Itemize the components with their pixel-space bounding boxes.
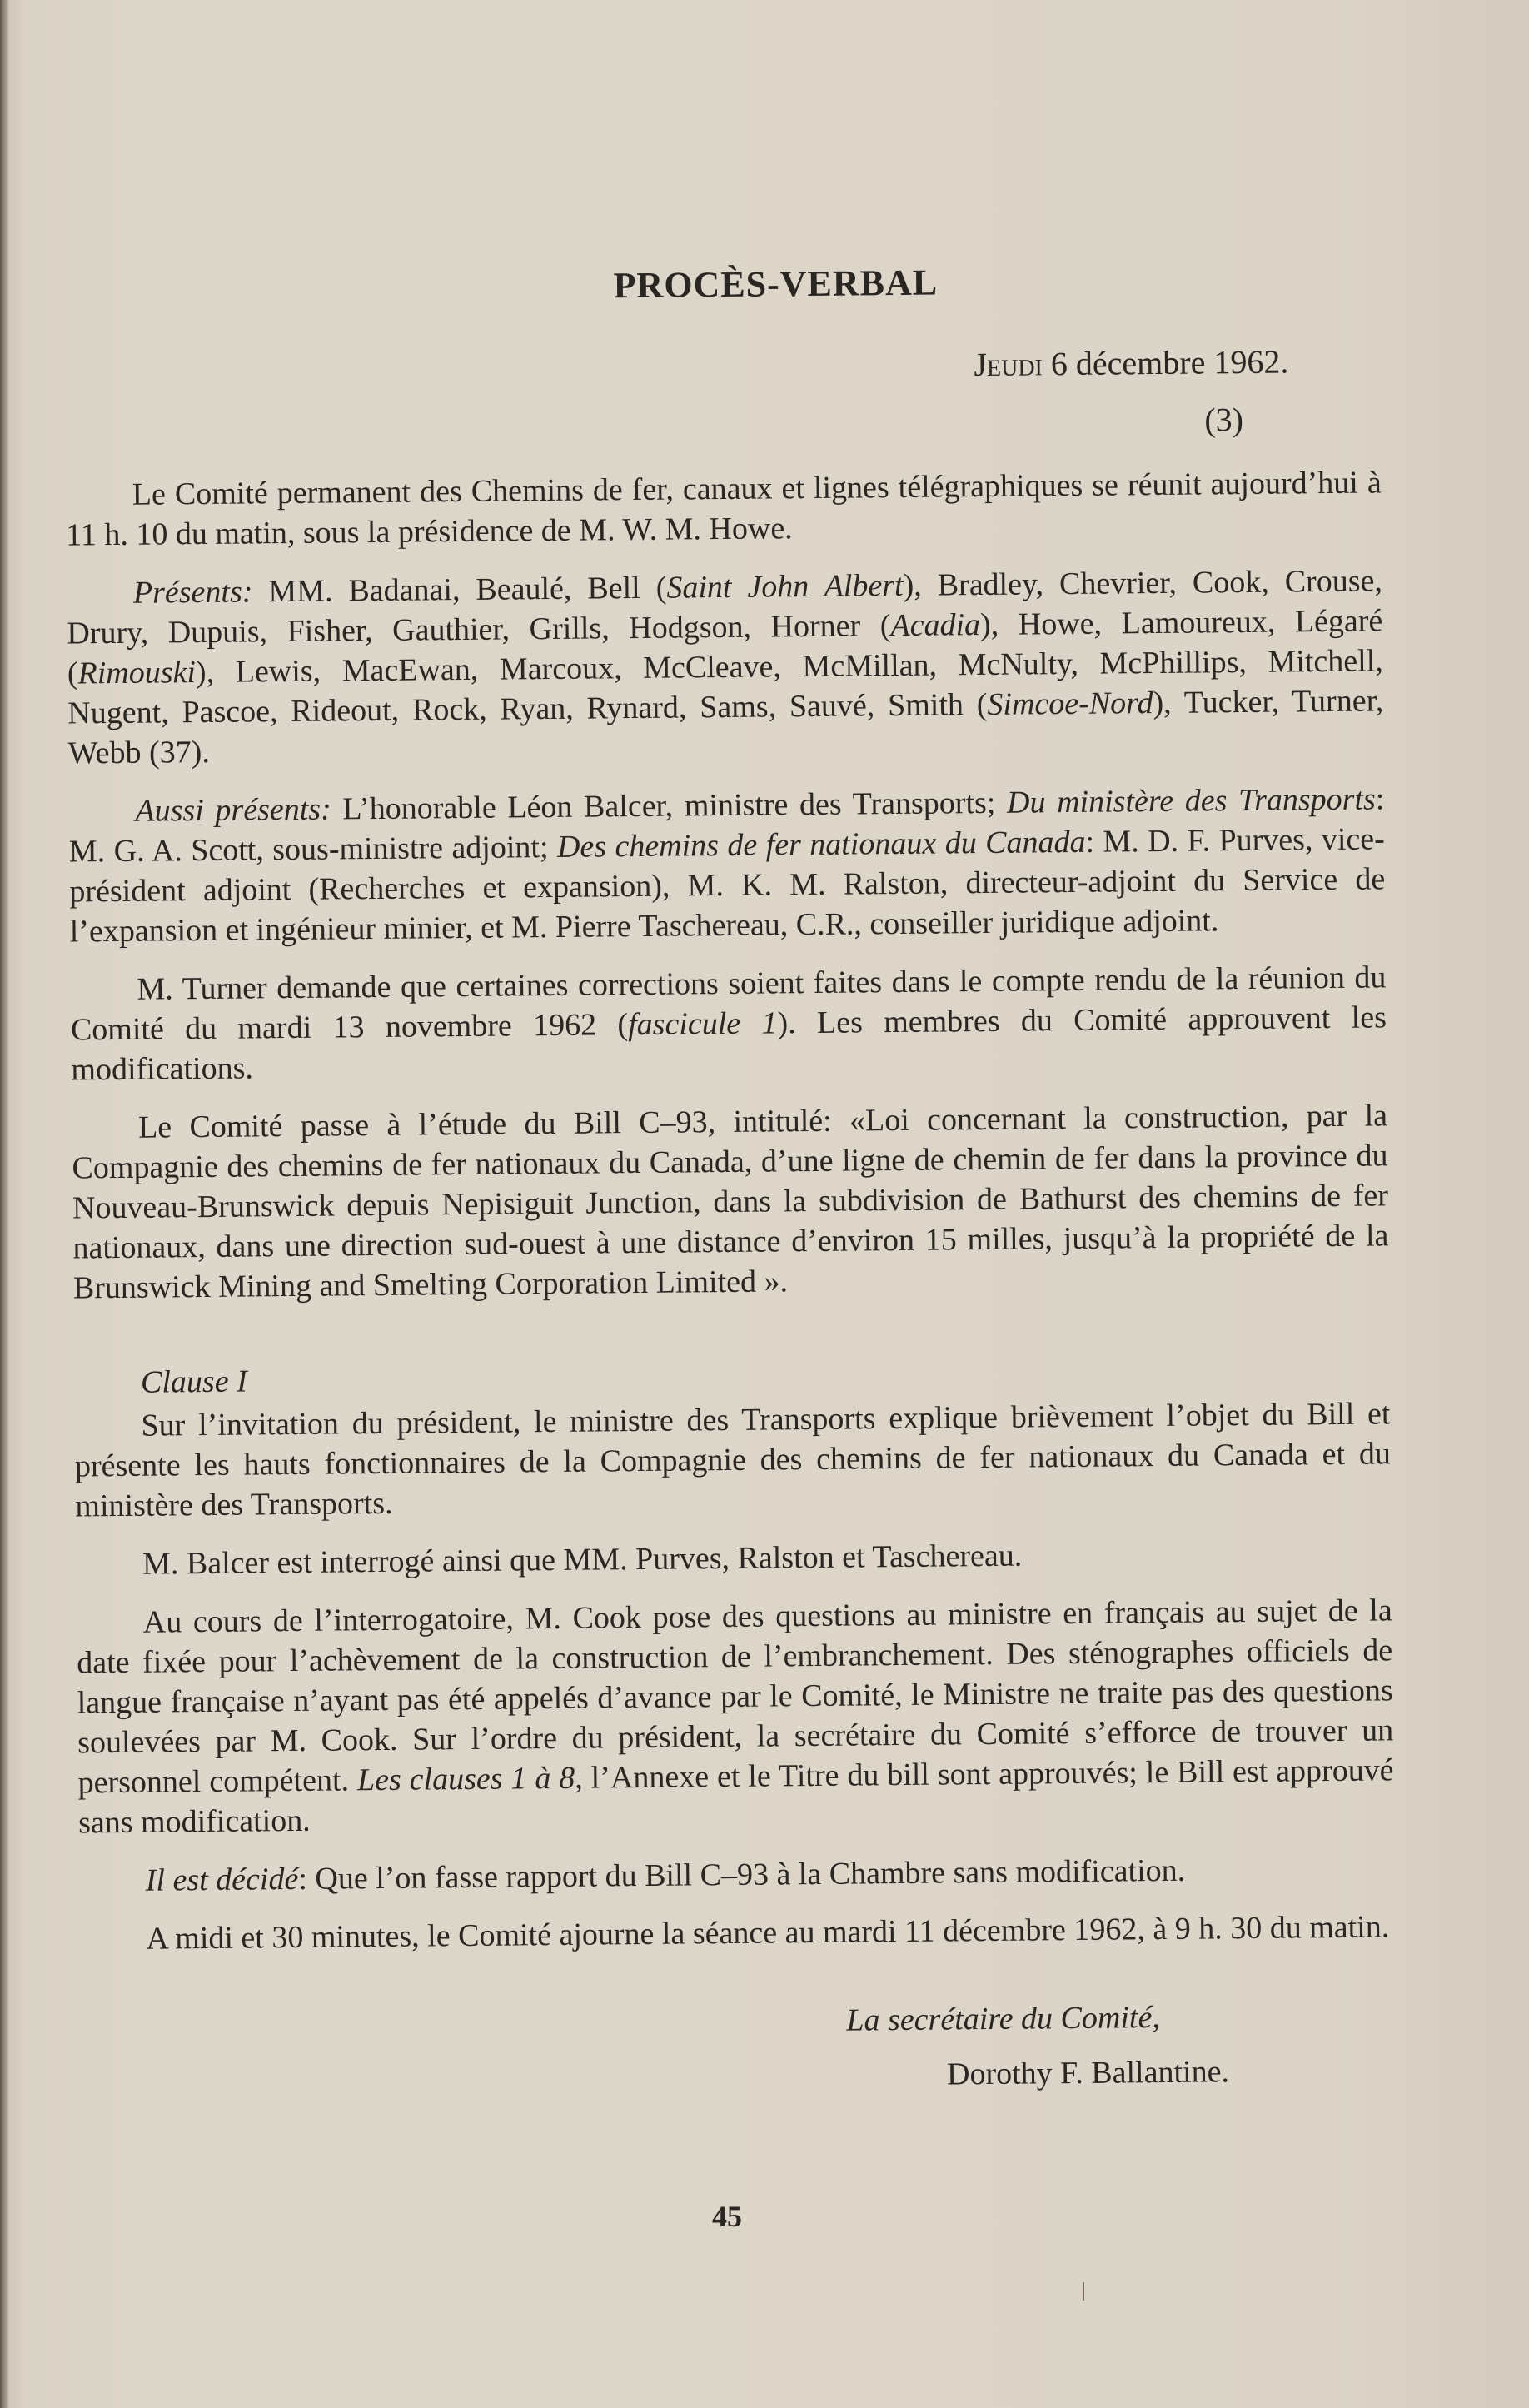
page-number: 45 [712, 2200, 742, 2233]
meeting-date [64, 341, 1380, 392]
page-title: PROCÈS-VERBAL [613, 262, 939, 307]
turner-text-1: M. Turner demande que certaines corrections soient faites dans le compte rendu de la réunion du Comité du mardi 13 novembre 1962 ( [70, 960, 1387, 1048]
invitation-paragraph: Sur l’invitation du président, le ministre des Transports explique brièvement l’objet du Bill et présente les hauts fonctionnaires de la Compagnie des chemins de fer nationaux du Canada et du ministère des Transports. [74, 1396, 1392, 1524]
turner-paragraph [70, 957, 1387, 1089]
ajourne-paragraph: A midi et 30 minutes, le Comité ajourne la séance au mardi 11 décembre 1962, à 9 h. 30 du matin. [146, 1909, 1390, 1957]
presents-text-1: MM. Badanai, Beaulé, Bell ( [252, 570, 667, 610]
presents-text-2: ), Bradley, Chevrier, Cook, Crouse, Drury, Dupuis, Fisher, Gauthier, Grills, Hodgson, Horner ( [67, 563, 1383, 651]
aussi-ministry: Du ministère des Transports [1006, 781, 1377, 820]
bill-paragraph: Le Comité passe à l’étude du Bill C–93, intitulé: «Loi concernant la construction, par la Compagnie des chemins de fer nationaux du Canada, d’une ligne de chemin de fer dans la province du Nouveau-Brunswick depuis Nepisiguit Junction, dans la subdivision de Bathurst des chemins de fer nationaux, dans une direction sud-ouest à une distance d’environ 15 milles, jusqu’à la propriété de la Brunswick Mining and Smelting Corporation Limited ». [72, 1098, 1389, 1306]
signature-name: Dorothy F. Ballantine. [946, 2054, 1230, 2092]
aussi-text-3: : M. D. F. Purves, vice-président adjoint (Recherches et expansion), M. K. M. Ralston, directeur-adjoint du Service de l’expansion et ingénieur minier, et M. Pierre Taschereau, C.R., conseiller juridique adjoint. [69, 821, 1386, 950]
aussi-text-1: L’honorable Léon Balcer, ministre des Transports; [331, 785, 1008, 827]
session-number: (3) [1204, 400, 1244, 439]
meeting-date-rest: 6 décembre 1962. [1042, 342, 1289, 383]
presents-text-4: ), Lewis, MacEwan, Marcoux, McCleave, McMillan, McNulty, McPhillips, Mitchell, Nugent, Pascoe, Rideout, Rock, Ryan, Rynard, Sams, Sauvé, Smith ( [67, 643, 1383, 731]
aussi-presents-paragraph [68, 779, 1386, 951]
presents-text-3: ), Howe, Lamoureux, Légaré ( [67, 603, 1383, 691]
paper-speck [1083, 2282, 1084, 2301]
cours-text-1: Au cours de l’interrogatoire, M. Cook pose des questions au ministre en français au sujet de la date fixée pour l’achèvement de la construction de l’embranchement. Des sténographes officiels de langue française n’ayant pas été appelés d’avance par le Comité, le Ministre ne traite pas des questions soulevées par M. Cook. Sur l’ordre du président, la secrétaire du Comité s’efforce de trouver un personnel compétent. [77, 1593, 1394, 1801]
presents-riding-4: Simcoe-Nord [987, 686, 1153, 722]
turner-fascicule: fascicule 1 [627, 1005, 778, 1043]
presents-riding-3: Rimouski [77, 655, 197, 691]
opening-paragraph: Le Comité permanent des Chemins de fer, canaux et lignes télégraphiques se réunit aujourd’hui à 11 h. 10 du matin, sous la présidence de M. W. M. Howe. [66, 465, 1382, 553]
aussi-text-2: : M. G. A. Scott, sous-ministre adjoint; [68, 781, 1385, 870]
signature-role: La secrétaire du Comité, [846, 2000, 1161, 2038]
cours-text-2: , l’Annexe et le Titre du bill sont approuvés; le Bill est approuvé sans modification. [77, 1752, 1394, 1841]
aussi-railway: Des chemins de fer nationaux du Canada [556, 824, 1086, 865]
interrogatoire-paragraph [77, 1590, 1395, 1842]
decide-text: : Que l’on fasse rapport du Bill C–93 à la Chambre sans modification. [298, 1852, 1186, 1897]
presents-label: Présents: [132, 574, 253, 611]
interroge-paragraph: M. Balcer est interrogé ainsi que MM. Purves, Ralston et Taschereau. [142, 1538, 1023, 1582]
presents-paragraph [67, 561, 1384, 773]
meeting-day: Jeudi [974, 345, 1043, 384]
page-binding-edge [0, 0, 8, 2408]
clause-heading: Clause I [140, 1364, 247, 1400]
decide-paragraph [79, 1848, 1395, 1901]
aussi-presents-label: Aussi présents: [135, 791, 331, 829]
presents-text-5: ), Tucker, Turner, Webb (37). [67, 683, 1384, 771]
presents-riding-1: Saint John Albert [666, 567, 904, 606]
presents-riding-2: Acadia [890, 607, 981, 644]
page-content [63, 243, 1397, 2101]
cours-clauses: Les clauses 1 à 8 [356, 1760, 575, 1798]
turner-text-2: ). Les membres du Comité approuvent les modifications. [71, 1000, 1387, 1088]
decide-label: Il est décidé [145, 1861, 299, 1898]
